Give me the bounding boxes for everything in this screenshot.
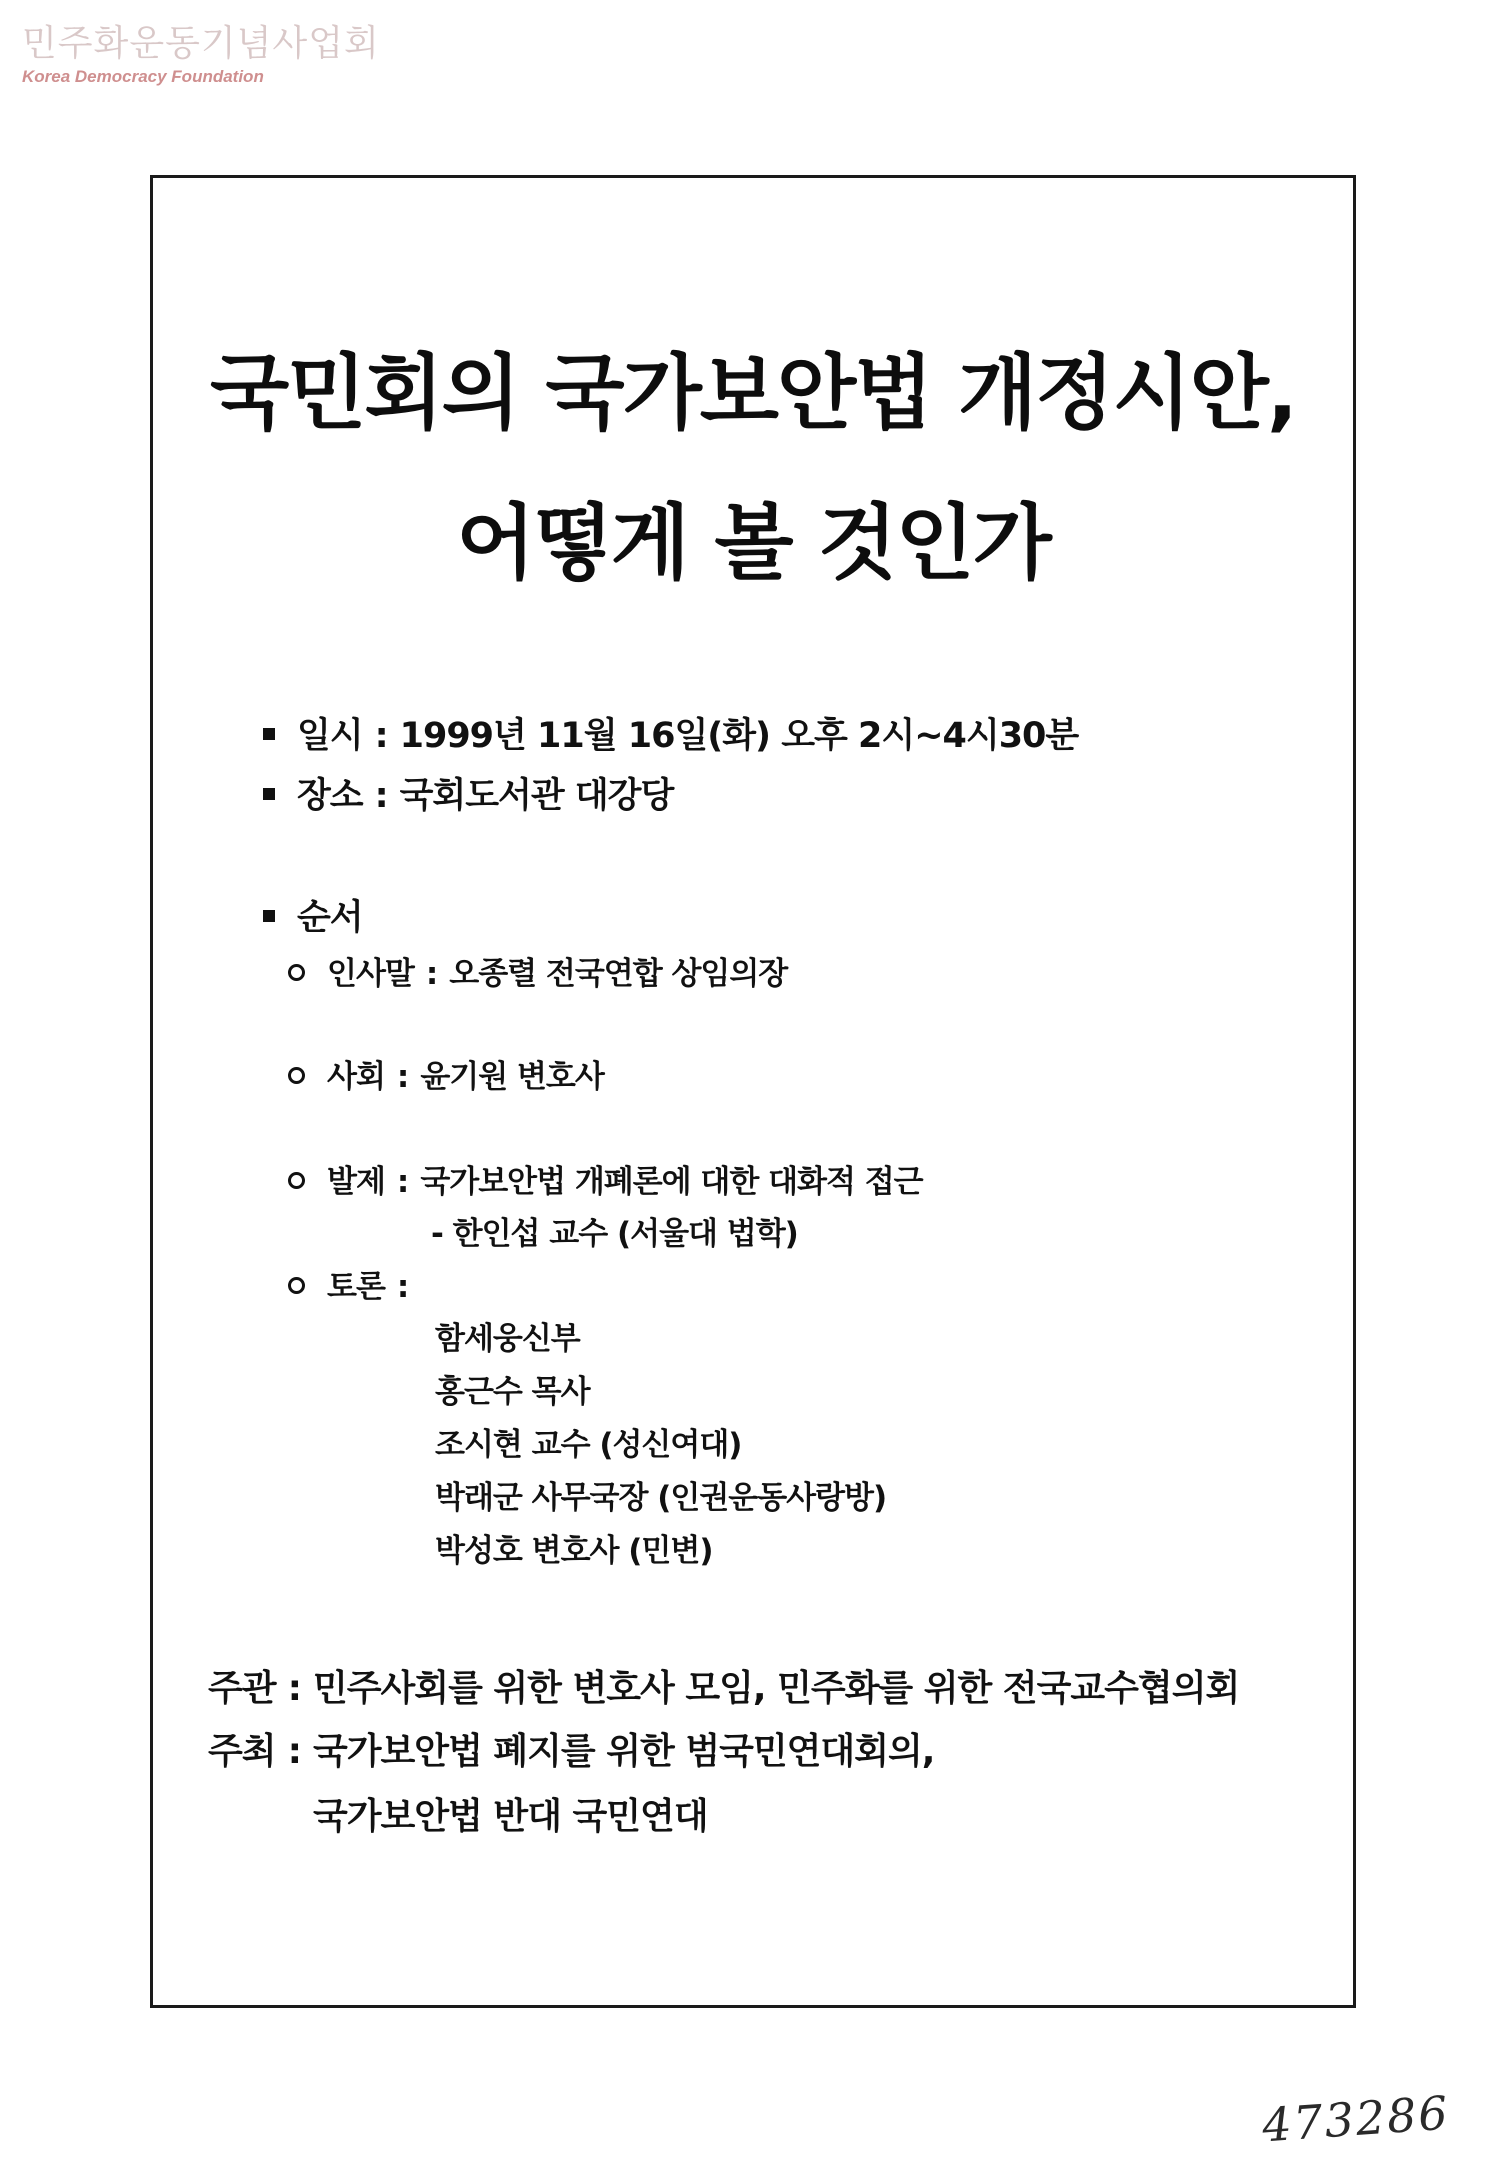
title-line-2: 어떻게 볼 것인가 [456,496,1050,591]
host-row [208,1660,1239,1711]
watermark-korean: 민주화운동기념사업회 [22,23,380,64]
moderator-value: 윤기원 변호사 [420,1059,604,1095]
presentation-label: 발제 [327,1164,385,1200]
colon: : [287,1668,301,1709]
program-heading-row [263,890,363,940]
program-heading: 순서 [297,898,363,938]
colon: : [374,716,388,756]
document-frame [150,175,1356,2008]
moderator-row [288,1051,604,1096]
foundation-watermark [22,22,380,88]
square-bullet-icon [263,910,275,922]
colon: : [396,1269,409,1305]
discussion-row [288,1261,420,1306]
circle-bullet-icon [288,1277,305,1294]
colon: : [396,1059,409,1095]
circle-bullet-icon [288,1172,305,1189]
presentation-value: 국가보안법 개폐론에 대한 대화적 접근 [420,1164,923,1200]
venue-value: 국회도서관 대강당 [399,776,674,816]
colon: : [425,956,438,992]
archive-number: 473286 [1260,2085,1452,2153]
panelist-item: 박래군 사무국장 (인권운동사랑방) [435,1480,887,1516]
presenter: - 한인섭 교수 (서울대 법학) [431,1216,798,1252]
colon: : [374,776,388,816]
sponsor-value-1: 국가보안법 폐지를 위한 범국민연대회의, [312,1731,935,1772]
sponsor-label: 주최 [208,1731,276,1772]
date-row [263,708,1078,758]
circle-bullet-icon [288,964,305,981]
greeting-value: 오종렬 전국연합 상임의장 [449,956,788,992]
venue-label: 장소 [297,776,363,816]
sponsor-row [208,1723,934,1774]
venue-row [263,768,673,818]
greeting-row [288,948,787,993]
discussion-label: 토론 [327,1269,385,1305]
panelist-item: 조시현 교수 (성신여대) [435,1427,742,1463]
host-value: 민주사회를 위한 변호사 모임, 민주화를 위한 전국교수협의회 [312,1668,1240,1709]
moderator-label: 사회 [327,1059,385,1095]
circle-bullet-icon [288,1067,305,1084]
watermark-english: Korea Democracy Foundation [22,67,264,86]
panelist-item: 홍근수 목사 [435,1374,590,1410]
colon: : [287,1731,301,1772]
panelist-item: 박성호 변호사 (민변) [435,1533,713,1569]
host-label: 주관 [208,1668,276,1709]
greeting-label: 인사말 [327,956,414,992]
date-label: 일시 [297,716,363,756]
sponsor-value-2: 국가보안법 반대 국민연대 [313,1796,708,1837]
presentation-row [288,1156,923,1201]
square-bullet-icon [263,788,275,800]
panelist-item: 함세웅신부 [435,1321,580,1357]
colon: : [396,1164,409,1200]
date-value: 1999년 11월 16일(화) 오후 2시~4시30분 [399,716,1079,756]
square-bullet-icon [263,728,275,740]
title-line-1: 국민회의 국가보안법 개정시안, [209,346,1296,441]
